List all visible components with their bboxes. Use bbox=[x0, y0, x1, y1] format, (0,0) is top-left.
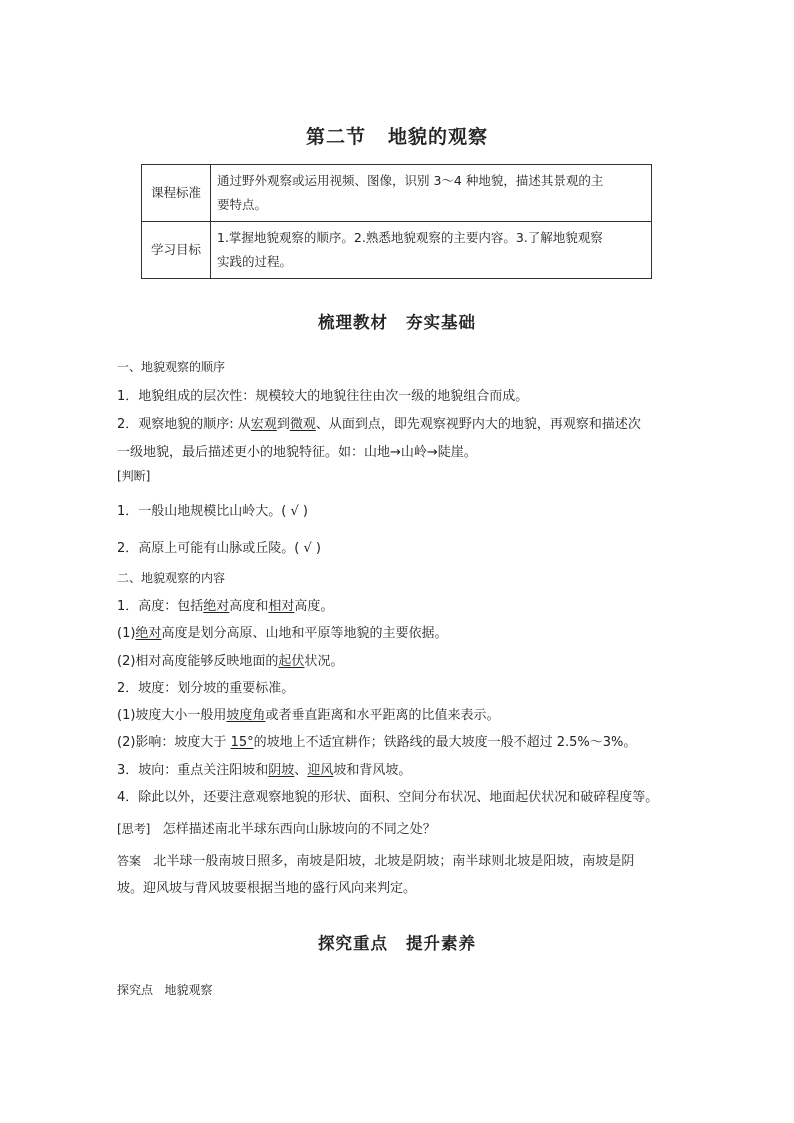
section-heading-part: 梳理教材 bbox=[318, 313, 388, 332]
answer-line-1 bbox=[117, 850, 682, 869]
cell-line: 要特点。 bbox=[217, 197, 268, 212]
content-line-2 bbox=[117, 622, 682, 641]
title-section-number: 第二节 bbox=[305, 126, 366, 148]
row-value-curriculum-standard bbox=[211, 165, 652, 222]
content-line-3 bbox=[117, 650, 682, 669]
underlined-term: 绝对 bbox=[203, 599, 230, 614]
section-heading-explore bbox=[0, 930, 794, 954]
section-heading-basics bbox=[0, 309, 794, 333]
answer-line-2: 坡。迎风坡与背风坡要根据当地的盛行风向来判定。 bbox=[117, 881, 417, 896]
text-run: 3．坡向：重点关注阳坡和 bbox=[117, 763, 269, 778]
think-text: 怎样描述南北半球东西向山脉坡向的不同之处？ bbox=[162, 822, 436, 837]
content-line-1 bbox=[117, 595, 682, 614]
content-line-5 bbox=[117, 704, 682, 723]
judge-item-2: 2．高原上可能有山脉或丘陵。( √ ) bbox=[117, 541, 321, 556]
text-run: (1) bbox=[117, 626, 136, 641]
underlined-term: 微观 bbox=[289, 417, 316, 432]
underlined-term: 15° bbox=[230, 735, 254, 750]
underlined-term: 相对 bbox=[268, 599, 295, 614]
underlined-term: 迎风 bbox=[307, 763, 334, 778]
judge-item-1: 1．一般山地规模比山岭大。( √ ) bbox=[117, 504, 308, 519]
content-heading: 二、地貌观察的内容 bbox=[117, 571, 226, 585]
page-title bbox=[0, 122, 794, 149]
underlined-term: 阴坡 bbox=[268, 763, 295, 778]
content-line-8: 4．除此以外，还要注意观察地貌的形状、面积、空间分布状况、地面起伏状况和破碎程度等。 bbox=[117, 790, 659, 805]
content-line-6 bbox=[117, 731, 682, 750]
underlined-term: 起伏 bbox=[278, 654, 305, 669]
section-heading-part: 探究重点 bbox=[318, 934, 388, 953]
row-value-learning-goals bbox=[211, 222, 652, 279]
table-row bbox=[142, 222, 652, 279]
text-run: 到 bbox=[276, 417, 290, 432]
text-run: (2)相对高度能够反映地面的 bbox=[117, 654, 279, 669]
explore-point bbox=[117, 981, 682, 998]
text-run: (1)坡度大小一般用 bbox=[117, 708, 227, 723]
text-run: 、从面到点，即先观察视野内大的地貌，再观察和描述次 bbox=[315, 417, 641, 432]
section-heading-part: 提升素养 bbox=[406, 934, 476, 953]
text-run: 状况。 bbox=[304, 654, 344, 669]
text-run: 2．观察地貌的顺序: 从 bbox=[117, 417, 251, 432]
explore-title: 地貌观察 bbox=[164, 983, 213, 997]
content-line-4: 2．坡度：划分坡的重要标准。 bbox=[117, 681, 295, 696]
text-run: 的坡地上不适宜耕作；铁路线的最大坡度一般不超过 2.5%～3%。 bbox=[253, 735, 637, 750]
underlined-term: 坡度角 bbox=[226, 708, 266, 723]
order-paragraph-1: 1．地貌组成的层次性：规模较大的地貌往往由次一级的地貌组合而成。 bbox=[117, 389, 529, 404]
judge-label: [判断] bbox=[117, 469, 151, 483]
text-run: (2)影响：坡度大于 bbox=[117, 735, 231, 750]
text-run: 高度是划分高原、山地和平原等地貌的主要依据。 bbox=[161, 626, 448, 641]
text-run: 坡和背风坡。 bbox=[333, 763, 412, 778]
text-run: 、 bbox=[294, 763, 308, 778]
underlined-term: 绝对 bbox=[135, 626, 162, 641]
cell-line: 通过野外观察或运用视频、图像，识别 3～4 种地貌，描述其景观的主 bbox=[217, 173, 604, 188]
explore-label: 探究点 bbox=[117, 983, 154, 997]
cell-line: 1.掌握地貌观察的顺序。2.熟悉地貌观察的主要内容。3.了解地貌观察 bbox=[217, 230, 603, 245]
row-label-learning-goals: 学习目标 bbox=[142, 222, 211, 279]
table-row bbox=[142, 165, 652, 222]
section-heading-part: 夯实基础 bbox=[406, 313, 476, 332]
answer-text: 北半球一般南坡日照多，南坡是阳坡，北坡是阴坡；南半球则北坡是阳坡，南坡是阴 bbox=[153, 854, 635, 869]
order-heading: 一、地貌观察的顺序 bbox=[117, 360, 226, 374]
text-run: 高度和 bbox=[229, 599, 269, 614]
order-paragraph-3: 一级地貌，最后描述更小的地貌特征。如：山地→山岭→陡崖。 bbox=[117, 445, 477, 460]
think-question bbox=[117, 818, 682, 837]
cell-line: 实践的过程。 bbox=[217, 254, 293, 269]
text-run: 高度。 bbox=[294, 599, 334, 614]
text-run: 或者垂直距离和水平距离的比值来表示。 bbox=[265, 708, 500, 723]
think-label: [思考] bbox=[117, 822, 151, 836]
answer-label: 答案 bbox=[117, 854, 142, 868]
text-run: 1．高度：包括 bbox=[117, 599, 204, 614]
underlined-term: 宏观 bbox=[250, 417, 277, 432]
order-paragraph-2 bbox=[117, 413, 682, 432]
row-label-curriculum-standard: 课程标准 bbox=[142, 165, 211, 222]
content-line-7 bbox=[117, 759, 682, 778]
title-text: 地貌的观察 bbox=[388, 126, 489, 148]
standards-table bbox=[141, 164, 652, 279]
